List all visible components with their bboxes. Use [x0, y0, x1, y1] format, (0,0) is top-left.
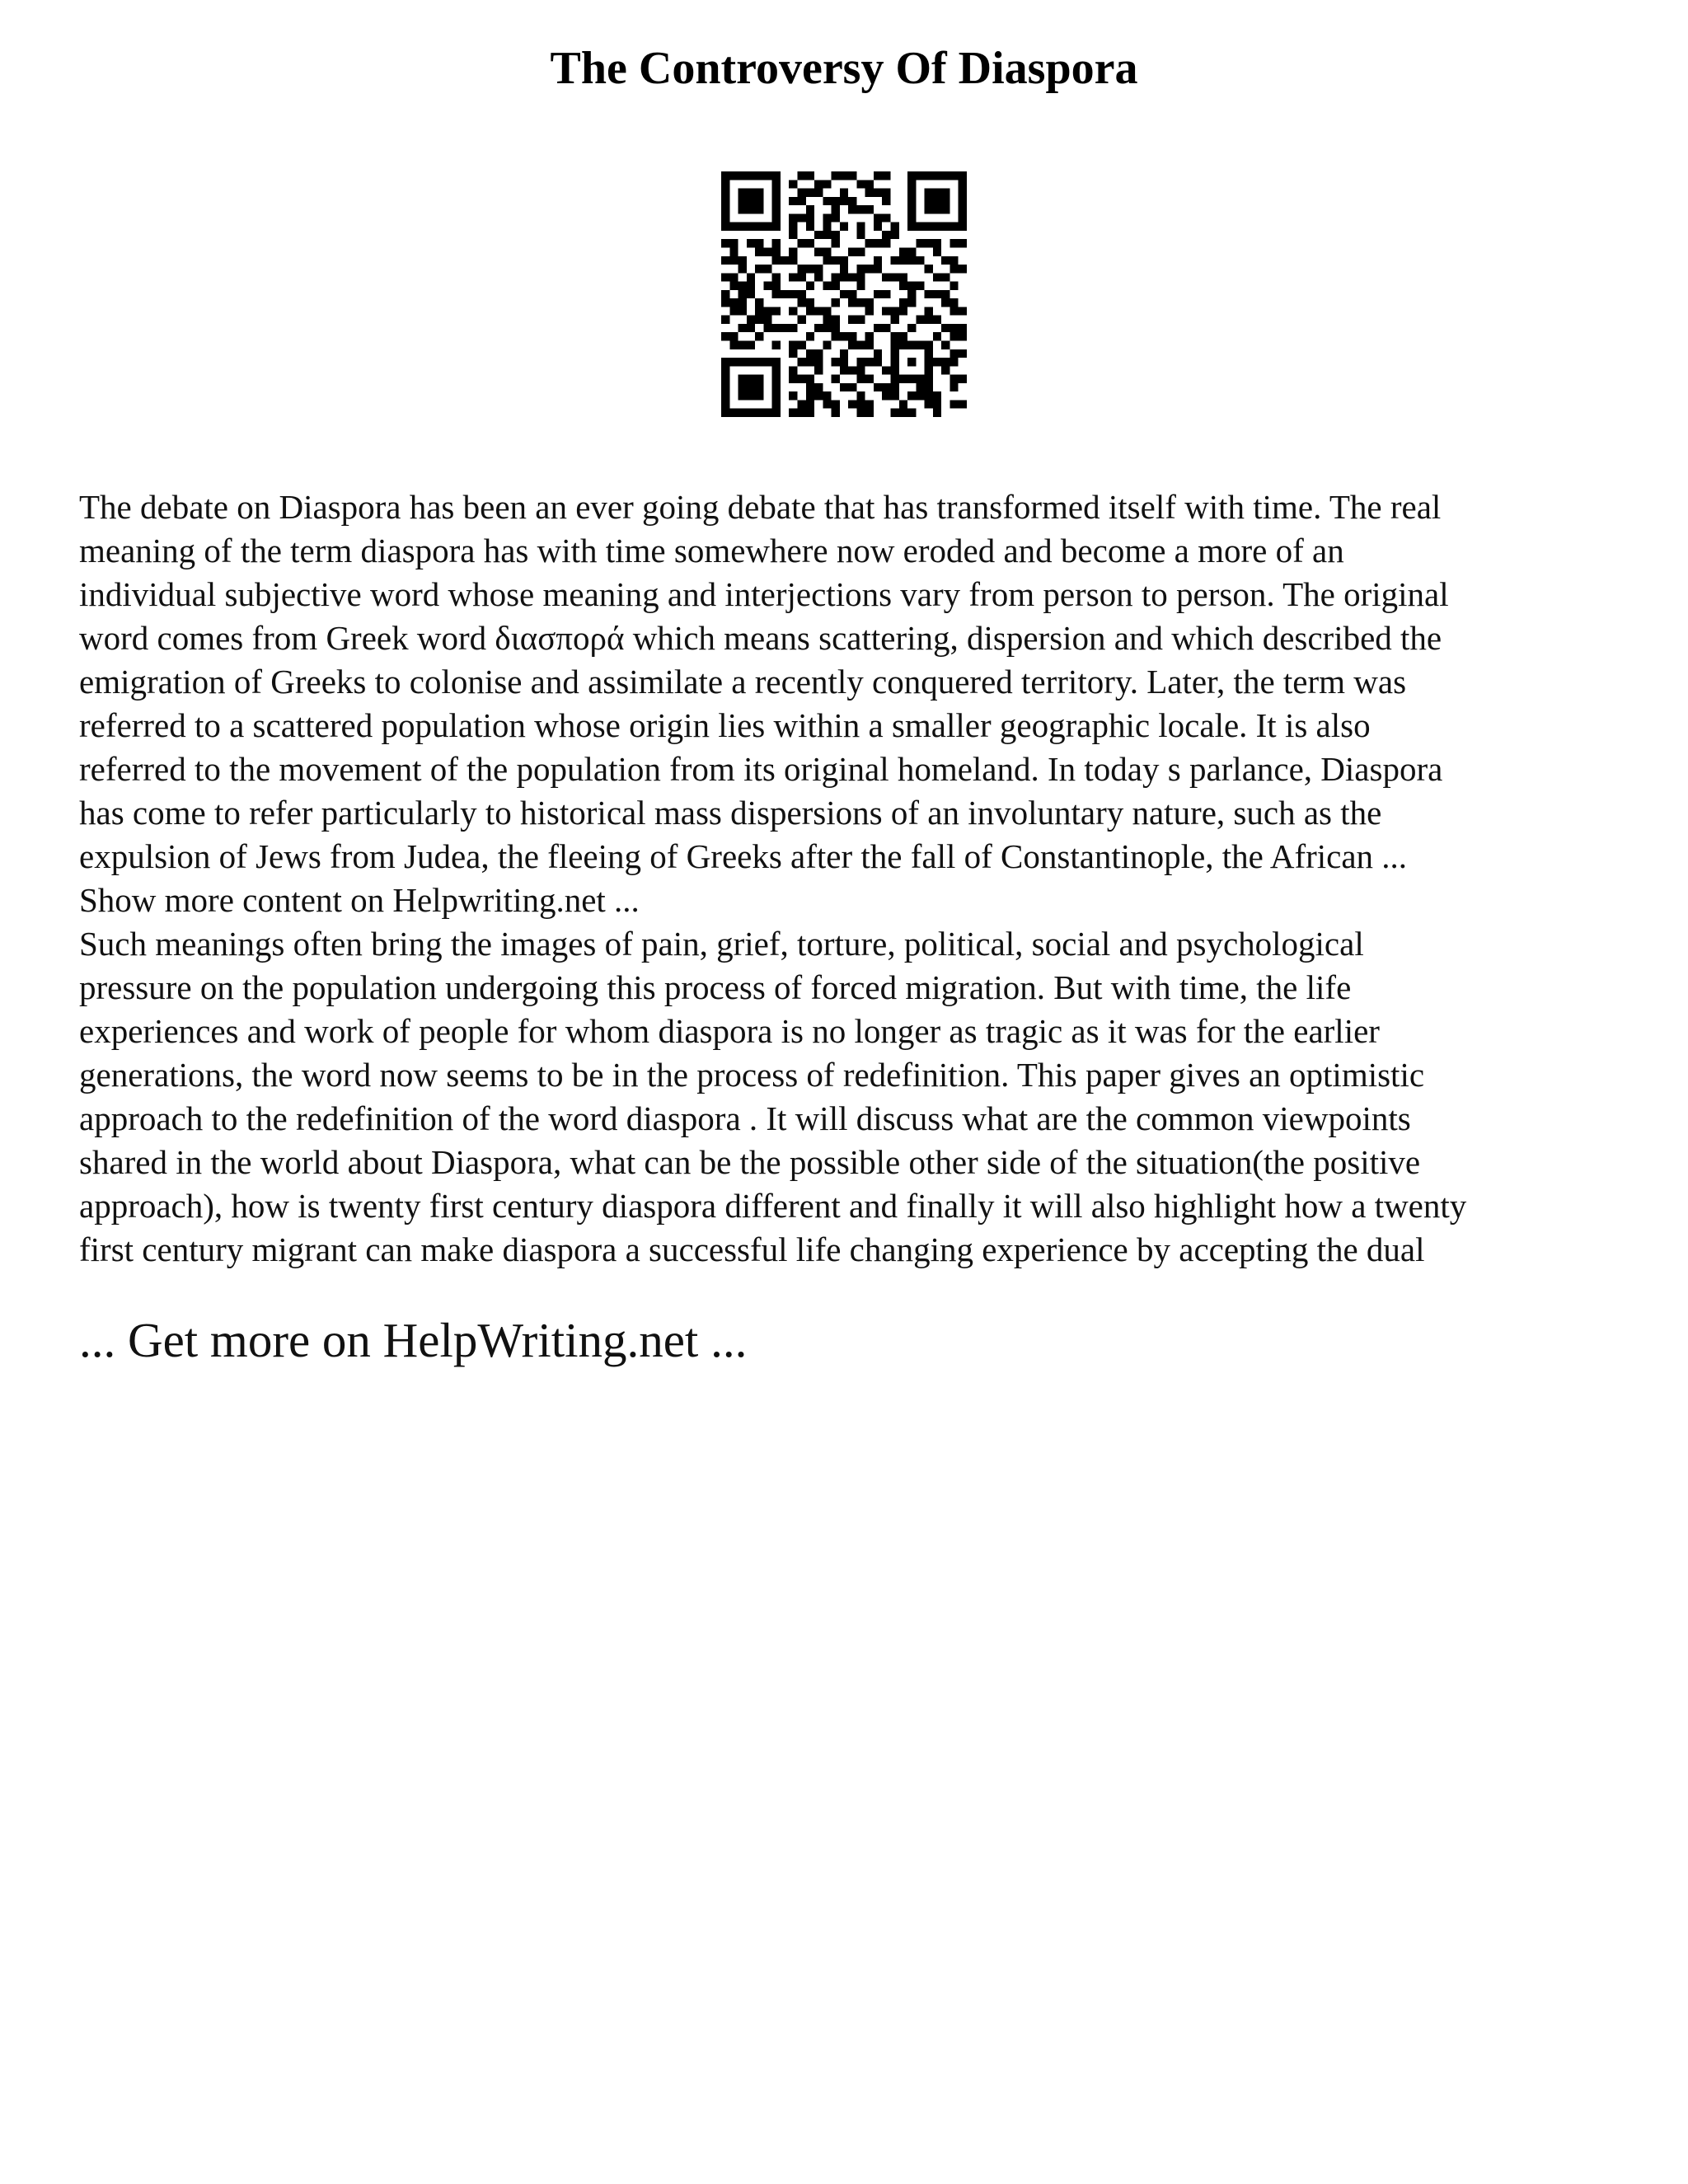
get-more-link-text: ... Get more on HelpWriting.net ... [79, 1313, 748, 1367]
article-body [79, 485, 1629, 1272]
paragraph-1-line: word comes from Greek word διασπορά which means scattering, dispersion and which described the [79, 619, 1442, 657]
paragraph-1-line: individual subjective word whose meaning and interjections vary from person to person. The original [79, 575, 1449, 613]
document-title: The Controversy Of Diaspora [550, 43, 1138, 94]
paragraph-2-line: Such meanings often bring the images of pain, grief, torture, political, social and psychological [79, 925, 1364, 963]
paragraph-2-line: generations, the word now seems to be in the process of redefinition. This paper gives an optimistic [79, 1056, 1425, 1094]
paragraph-2-line: experiences and work of people for whom diaspora is no longer as tragic as it was for the earlier [79, 1012, 1380, 1050]
paragraph-2-line: shared in the world about Diaspora, what can be the possible other side of the situation(the positive [79, 1143, 1421, 1181]
show-more-content-text: Show more content on Helpwriting.net ... [79, 881, 640, 919]
paragraph-1-line: referred to the movement of the population from its original homeland. In today s parlance, Diaspora [79, 750, 1443, 788]
qr-code-graphic [721, 171, 967, 417]
paragraph-2-line: approach), how is twenty first century diaspora different and finally it will also highlight how a twenty [79, 1187, 1467, 1225]
paragraph-1-line: referred to a scattered population whose origin lies within a smaller geographic locale. It is also [79, 706, 1371, 744]
paragraph-1-line: expulsion of Jews from Judea, the fleeing of Greeks after the fall of Constantinople, the African ... [79, 837, 1408, 875]
paragraph-2-line: approach to the redefinition of the word diaspora . It will discuss what are the common viewpoints [79, 1099, 1411, 1137]
paragraph-2-line: pressure on the population undergoing this process of forced migration. But with time, the life [79, 968, 1352, 1006]
paragraph-1-line: meaning of the term diaspora has with time somewhere now eroded and become a more of an [79, 532, 1344, 569]
paragraph-1-line: has come to refer particularly to historical mass dispersions of an involuntary nature, such as the [79, 794, 1382, 832]
paragraph-1-line: The debate on Diaspora has been an ever going debate that has transformed itself with time. The real [79, 488, 1442, 526]
paragraph-1-line: emigration of Greeks to colonise and assimilate a recently conquered territory. Later, the term was [79, 663, 1407, 701]
qr-code-icon [721, 171, 967, 417]
paragraph-2-line: first century migrant can make diaspora a successful life changing experience by accepting the dual [79, 1230, 1425, 1268]
